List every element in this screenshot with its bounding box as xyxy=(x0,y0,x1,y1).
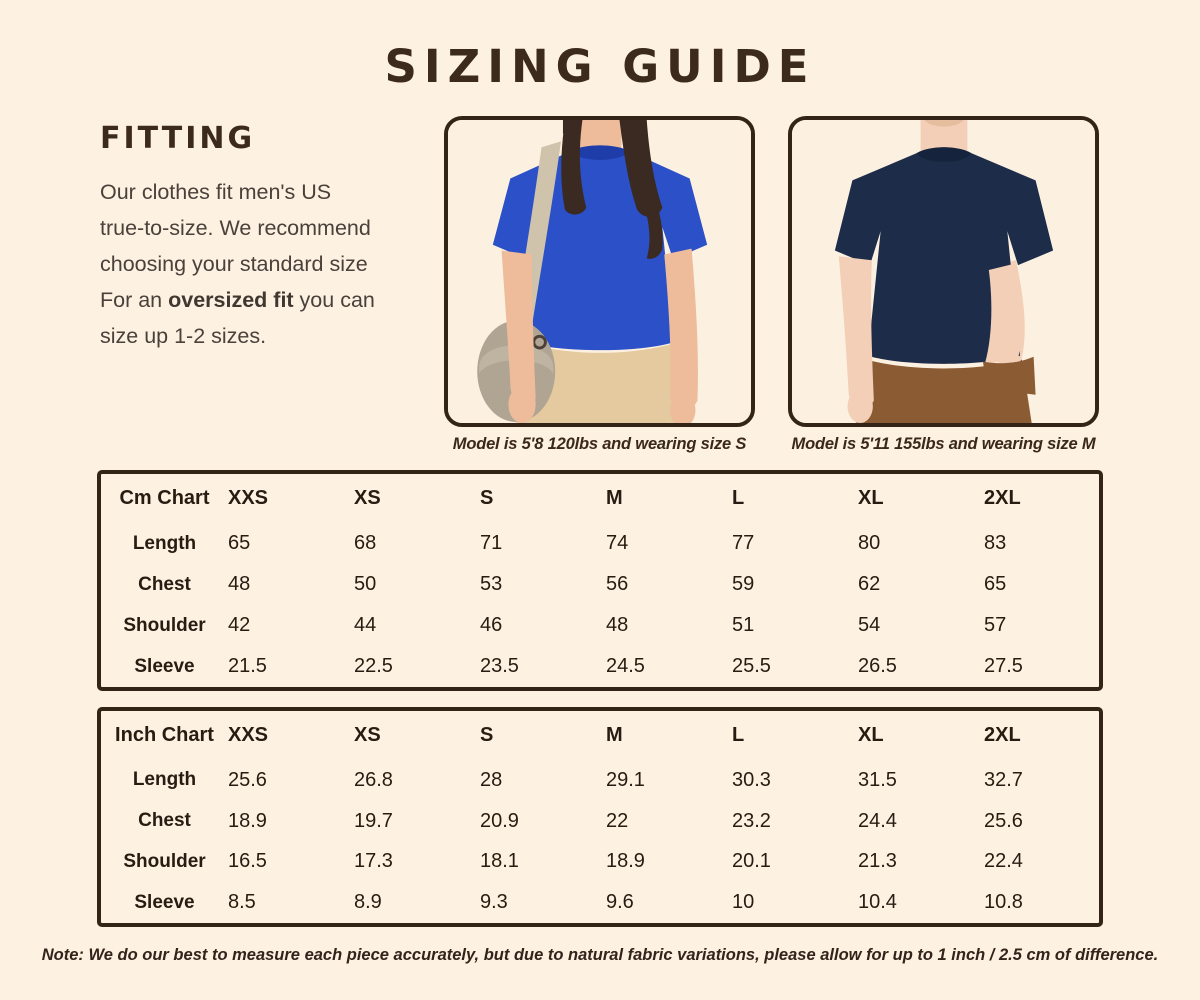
left-hand xyxy=(508,386,535,423)
size-header: XL xyxy=(858,723,884,746)
size-header: XXS xyxy=(228,723,269,746)
fitting-line: true-to-size. We recommend xyxy=(100,216,371,240)
size-value: 16.5 xyxy=(228,850,267,873)
measurement-label: Chest xyxy=(138,573,191,595)
table-header-row xyxy=(101,711,1099,760)
measurement-note: Note: We do our best to measure each piece accurately, but due to natural fabric variations, please allow for up to 1 inch / 2.5 cm of difference. xyxy=(41,946,1159,964)
size-value: 8.5 xyxy=(228,891,256,914)
size-value: 9.3 xyxy=(480,891,508,914)
size-value: 31.5 xyxy=(858,768,897,791)
table-row xyxy=(101,605,1099,646)
chart-title: Inch Chart xyxy=(115,723,214,746)
size-value: 56 xyxy=(606,573,629,596)
size-value: 10 xyxy=(732,891,755,914)
table-row xyxy=(101,882,1099,923)
size-header: 2XL xyxy=(984,723,1021,746)
model-caption-male: Model is 5'11 155lbs and wearing size M xyxy=(791,435,1096,453)
page-title: SIZING GUIDE xyxy=(384,40,816,93)
size-value: 8.9 xyxy=(354,891,382,914)
fitting-line: choosing your standard size xyxy=(100,252,368,276)
size-value: 53 xyxy=(480,573,503,596)
model-photo-male-illustration xyxy=(792,120,1095,423)
size-value: 26.5 xyxy=(858,655,897,677)
table-row xyxy=(101,646,1099,687)
size-value: 74 xyxy=(606,532,629,555)
size-header: XS xyxy=(354,487,381,510)
size-value: 46 xyxy=(480,614,503,637)
size-value: 62 xyxy=(858,573,881,596)
size-header: M xyxy=(606,487,623,510)
size-value: 68 xyxy=(354,532,377,555)
fitting-line xyxy=(100,282,450,318)
size-value: 9.6 xyxy=(606,891,634,914)
measurement-label: Sleeve xyxy=(134,891,195,913)
measurement-label: Shoulder xyxy=(123,850,206,872)
size-value: 25.5 xyxy=(732,655,771,677)
size-value: 77 xyxy=(732,532,755,555)
size-value: 65 xyxy=(228,532,251,555)
table-row xyxy=(101,564,1099,605)
size-value: 50 xyxy=(354,573,377,596)
model-photo-female xyxy=(444,116,755,427)
size-value: 65 xyxy=(984,573,1007,596)
size-value: 51 xyxy=(732,614,755,637)
size-value: 29.1 xyxy=(606,768,645,791)
size-header: L xyxy=(732,487,745,510)
size-value: 17.3 xyxy=(354,850,393,873)
size-value: 25.6 xyxy=(228,768,267,791)
size-value: 27.5 xyxy=(984,655,1023,677)
fitting-paragraph xyxy=(100,174,450,354)
table-row xyxy=(101,801,1099,842)
model-photo-male xyxy=(788,116,1099,427)
size-value: 21.5 xyxy=(228,655,267,677)
size-value: 18.9 xyxy=(606,850,645,873)
size-value: 20.1 xyxy=(732,850,771,873)
size-value: 22.5 xyxy=(354,655,393,677)
size-value: 44 xyxy=(354,614,377,637)
measurement-label: Chest xyxy=(138,810,191,832)
measurement-label: Shoulder xyxy=(123,614,206,636)
size-header: S xyxy=(480,723,494,746)
table-header-row xyxy=(101,474,1099,523)
oversized-fit-bold: oversized fit xyxy=(168,288,294,312)
size-value: 25.6 xyxy=(984,809,1023,832)
size-value: 71 xyxy=(480,532,503,555)
size-value: 30.3 xyxy=(732,768,771,791)
fitting-line: Our clothes fit men's US xyxy=(100,180,332,204)
fitting-line-part: you can xyxy=(293,288,375,312)
size-value: 22 xyxy=(606,809,629,832)
size-value: 26.8 xyxy=(354,768,393,791)
fitting-line-part: For an xyxy=(100,288,169,312)
inch-size-chart xyxy=(97,707,1103,927)
size-value: 59 xyxy=(732,573,755,596)
left-hand xyxy=(848,390,873,423)
size-value: 80 xyxy=(858,532,881,555)
size-value: 32.7 xyxy=(984,768,1023,791)
size-value: 24.4 xyxy=(858,809,897,832)
fitting-heading: FITTING xyxy=(100,121,256,156)
size-value: 54 xyxy=(858,614,881,637)
model-caption-female: Model is 5'8 120lbs and wearing size S xyxy=(452,435,747,453)
size-header: L xyxy=(732,723,745,746)
table-row xyxy=(101,841,1099,882)
cm-size-chart xyxy=(97,470,1103,691)
size-header: M xyxy=(606,723,623,746)
measurement-label: Sleeve xyxy=(134,655,195,677)
size-value: 10.4 xyxy=(858,891,897,914)
size-header: S xyxy=(480,487,494,510)
size-value: 48 xyxy=(228,573,251,596)
size-value: 83 xyxy=(984,532,1007,555)
size-header: 2XL xyxy=(984,487,1021,510)
model-photo-female-illustration xyxy=(448,120,751,423)
size-value: 42 xyxy=(228,614,251,637)
size-value: 21.3 xyxy=(858,850,897,873)
size-value: 48 xyxy=(606,614,629,637)
table-row xyxy=(101,760,1099,801)
size-value: 23.5 xyxy=(480,655,519,677)
size-value: 10.8 xyxy=(984,891,1023,914)
table-row xyxy=(101,523,1099,564)
size-header: XS xyxy=(354,723,381,746)
size-value: 22.4 xyxy=(984,850,1023,873)
size-value: 18.9 xyxy=(228,809,267,832)
size-value: 18.1 xyxy=(480,850,519,873)
size-header: XL xyxy=(858,487,884,510)
size-value: 23.2 xyxy=(732,809,771,832)
size-value: 19.7 xyxy=(354,809,393,832)
measurement-label: Length xyxy=(132,532,197,554)
fitting-line: size up 1-2 sizes. xyxy=(100,324,267,348)
size-value: 28 xyxy=(480,768,503,791)
size-header: XXS xyxy=(228,487,269,510)
chart-title: Cm Chart xyxy=(119,487,210,510)
size-value: 24.5 xyxy=(606,655,645,677)
measurement-label: Length xyxy=(132,769,197,791)
size-value: 57 xyxy=(984,614,1007,637)
size-value: 20.9 xyxy=(480,809,519,832)
